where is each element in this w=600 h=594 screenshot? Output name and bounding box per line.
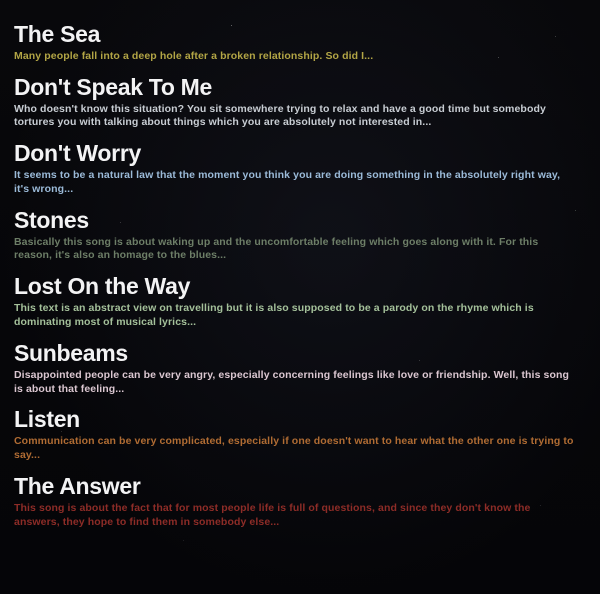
song-description: This song is about the fact that for most people life is full of questions, and since they don't know the answers, they hope to find them in somebody else... xyxy=(14,501,531,528)
song-section xyxy=(14,341,584,397)
song-description: Communication can be very complicated, especially if one doesn't want to hear what the other one is trying to say... xyxy=(14,435,574,462)
song-section xyxy=(14,75,584,131)
song-section xyxy=(14,474,584,530)
song-description: Basically this song is about waking up and the uncomfortable feeling which goes along with it. For this reason, it's also an homage to the blues... xyxy=(14,235,539,262)
song-title: Sunbeams xyxy=(14,339,128,366)
song-title: Stones xyxy=(14,206,89,233)
song-section xyxy=(14,274,584,330)
song-title: Listen xyxy=(14,406,80,433)
song-description: This text is an abstract view on travelling but it is also supposed to be a parody on the rhyme which is dominating most of musical lyrics... xyxy=(14,302,534,329)
song-description: Disappointed people can be very angry, especially concerning feelings like love or friendship. Well, this song is about that feeling... xyxy=(14,368,570,395)
song-description: Many people fall into a deep hole after a broken relationship. So did I... xyxy=(14,49,374,62)
song-description: Who doesn't know this situation? You sit somewhere trying to relax and have a good time but somebody tortures you with talking about things which you are absolutely not interested in... xyxy=(14,102,546,129)
song-title: Lost On the Way xyxy=(14,273,191,300)
song-section xyxy=(14,407,584,463)
song-title: Don't Speak To Me xyxy=(14,73,213,100)
song-title: The Sea xyxy=(14,21,101,47)
film-grain-speckles xyxy=(0,0,1,1)
song-section xyxy=(14,208,584,264)
song-title: Don't Worry xyxy=(14,140,141,167)
song-description: It seems to be a natural law that the moment you think you are doing something in the absolutely right way, it's wrong... xyxy=(14,169,561,195)
song-section xyxy=(14,141,584,197)
song-section xyxy=(14,22,584,64)
song-title: The Answer xyxy=(14,472,141,499)
